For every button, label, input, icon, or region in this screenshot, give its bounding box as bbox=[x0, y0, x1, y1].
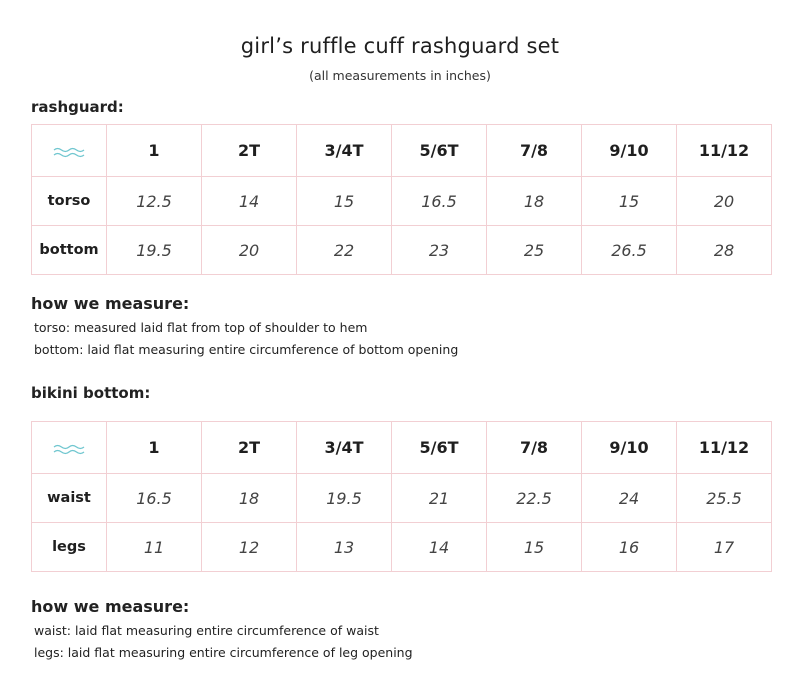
table-cell: 19.5 bbox=[107, 226, 202, 275]
wave-icon bbox=[53, 146, 85, 158]
table-cell: 28 bbox=[677, 226, 772, 275]
header-corner bbox=[32, 422, 107, 474]
row-label-legs: legs bbox=[32, 523, 107, 572]
size-header: 3/4T bbox=[297, 125, 392, 177]
table-cell: 25.5 bbox=[677, 474, 772, 523]
size-header: 7/8 bbox=[487, 422, 582, 474]
table-cell: 23 bbox=[392, 226, 487, 275]
bikini-note-legs: legs: laid flat measuring entire circumference of leg opening bbox=[34, 645, 413, 660]
row-label-bottom: bottom bbox=[32, 226, 107, 275]
table-cell: 12.5 bbox=[107, 177, 202, 226]
bikini-measure-title: how we measure: bbox=[31, 597, 190, 616]
row-label-waist: waist bbox=[32, 474, 107, 523]
size-header: 2T bbox=[202, 422, 297, 474]
bikini-size-table bbox=[31, 421, 772, 572]
table-cell: 22 bbox=[297, 226, 392, 275]
table-cell: 14 bbox=[202, 177, 297, 226]
bikini-section-label: bikini bottom: bbox=[31, 384, 151, 402]
table-cell: 18 bbox=[487, 177, 582, 226]
table-cell: 11 bbox=[107, 523, 202, 572]
size-header: 5/6T bbox=[392, 422, 487, 474]
rashguard-note-bottom: bottom: laid flat measuring entire circumference of bottom opening bbox=[34, 342, 459, 357]
table-cell: 21 bbox=[392, 474, 487, 523]
table-header-row bbox=[32, 125, 772, 177]
table-cell: 15 bbox=[297, 177, 392, 226]
size-header: 9/10 bbox=[582, 422, 677, 474]
wave-icon bbox=[53, 443, 85, 455]
page-subtitle: (all measurements in inches) bbox=[309, 68, 491, 83]
table-cell: 19.5 bbox=[297, 474, 392, 523]
rashguard-section-label: rashguard: bbox=[31, 98, 124, 116]
table-row bbox=[32, 177, 772, 226]
table-cell: 16.5 bbox=[107, 474, 202, 523]
bikini-note-waist: waist: laid flat measuring entire circumference of waist bbox=[34, 623, 379, 638]
row-label-torso: torso bbox=[32, 177, 107, 226]
table-header-row bbox=[32, 422, 772, 474]
size-header: 3/4T bbox=[297, 422, 392, 474]
table-cell: 13 bbox=[297, 523, 392, 572]
table-cell: 25 bbox=[487, 226, 582, 275]
size-header: 7/8 bbox=[487, 125, 582, 177]
table-cell: 22.5 bbox=[487, 474, 582, 523]
size-header: 1 bbox=[107, 125, 202, 177]
table-cell: 16 bbox=[582, 523, 677, 572]
size-header: 2T bbox=[202, 125, 297, 177]
table-cell: 17 bbox=[677, 523, 772, 572]
size-header: 1 bbox=[107, 422, 202, 474]
table-cell: 16.5 bbox=[392, 177, 487, 226]
size-header: 5/6T bbox=[392, 125, 487, 177]
table-row bbox=[32, 523, 772, 572]
table-cell: 15 bbox=[487, 523, 582, 572]
rashguard-note-torso: torso: measured laid flat from top of shoulder to hem bbox=[34, 320, 368, 335]
size-header: 11/12 bbox=[677, 422, 772, 474]
size-header: 9/10 bbox=[582, 125, 677, 177]
table-cell: 20 bbox=[202, 226, 297, 275]
table-cell: 18 bbox=[202, 474, 297, 523]
header-corner bbox=[32, 125, 107, 177]
table-cell: 12 bbox=[202, 523, 297, 572]
table-cell: 26.5 bbox=[582, 226, 677, 275]
table-row bbox=[32, 226, 772, 275]
rashguard-size-table bbox=[31, 124, 772, 275]
page-title: girl’s ruffle cuff rashguard set bbox=[240, 34, 560, 58]
table-cell: 14 bbox=[392, 523, 487, 572]
table-cell: 24 bbox=[582, 474, 677, 523]
size-header: 11/12 bbox=[677, 125, 772, 177]
rashguard-measure-title: how we measure: bbox=[31, 294, 190, 313]
table-cell: 20 bbox=[677, 177, 772, 226]
table-cell: 15 bbox=[582, 177, 677, 226]
table-row bbox=[32, 474, 772, 523]
